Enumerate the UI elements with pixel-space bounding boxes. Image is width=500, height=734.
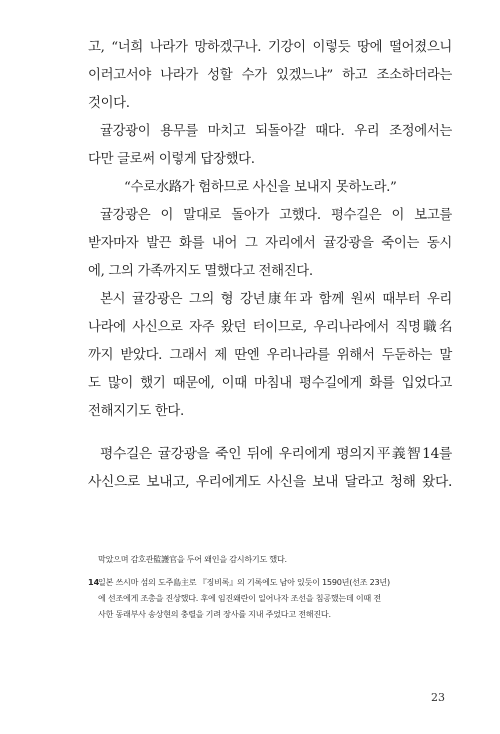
body-text-line: 사신으로 보내고, 우리에게도 사신을 보내 달라고 청해 왔다. [88, 474, 452, 490]
body-text-line: 귤강광이 용무를 마치고 되돌아갈 때다. 우리 조정에서는 [100, 124, 452, 139]
body-text-line: 것이다. [88, 96, 130, 111]
page-number: 23 [431, 691, 445, 704]
footnote-line: 일본 쓰시마 섬의 도주島主로 『징비록』의 기록에도 남아 있듯이 1590년(선조 23년) [98, 577, 390, 587]
body-text-line: 까지 받았다. 그래서 제 딴엔 우리나라를 위해서 두둔하는 말 [88, 348, 452, 363]
body-text-line: 나라에 사신으로 자주 왔던 터이므로, 우리나라에서 직명職名 [88, 320, 452, 335]
footnote-line: 사한 동래부사 송상현의 충렬을 기려 장사를 지내 주었다고 전해진다. [98, 609, 331, 619]
body-text-line: 에, 그의 가족까지도 멸했다고 전해진다. [88, 264, 313, 279]
body-text-line: 이러고서야 나라가 성할 수가 있겠느냐” 하고 조소하더라는 [88, 68, 452, 83]
body-text-line: 고, “너희 나라가 망하겠구나. 기강이 이렇듯 땅에 떨어졌으니 [88, 40, 452, 55]
body-text-line: 평수길은 귤강광을 죽인 뒤에 우리에게 평의지平義智14를 [100, 446, 452, 462]
body-text-line: 전해지기도 한다. [88, 404, 184, 419]
body-text-line: 본시 귤강광은 그의 형 강년康年과 함께 원씨 때부터 우리 [100, 292, 452, 307]
body-text-line: 다만 글로써 이렇게 답장했다. [88, 152, 255, 167]
body-text-line: 받자마자 발끈 화를 내어 그 자리에서 귤강광을 죽이는 동시 [88, 236, 452, 251]
body-text-line: 도 많이 했기 때문에, 이때 마침내 평수길에게 화를 입었다고 [88, 376, 452, 391]
footnote-carryover: 막았으며 감호관監護官을 두어 왜인을 감시하기도 했다. [98, 554, 287, 564]
quoted-reply-line: “수로水路가 험하므로 사신을 보내지 못하노라.” [124, 180, 397, 195]
footnote-number: 14 [88, 577, 100, 587]
footnote-line: 에 선조에게 조총을 진상했다. 후에 임진왜란이 일어나자 조선을 침공했는데 이때 전 [98, 593, 381, 603]
body-text-line: 귤강광은 이 말대로 돌아가 고했다. 평수길은 이 보고를 [100, 208, 452, 223]
